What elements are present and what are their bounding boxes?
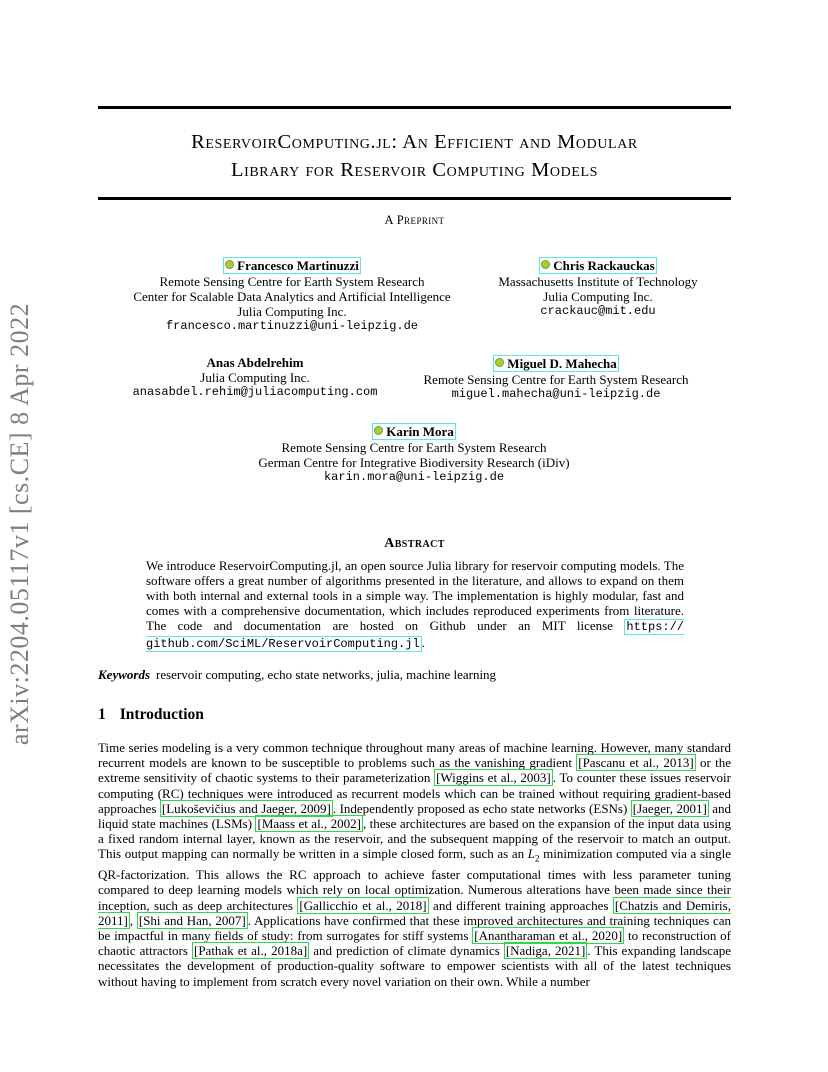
- author-block-abdelrehim: [118, 355, 392, 400]
- author-email[interactable]: anasabdel.rehim@juliacomputing.com: [132, 385, 378, 399]
- citation-link[interactable]: [Anantharaman et al., 2020]: [474, 928, 623, 944]
- abstract-heading: Abstract: [384, 536, 445, 551]
- author-affiliation: Julia Computing Inc.: [237, 304, 347, 319]
- author-affiliation: Massachusetts Institute of Technology: [498, 274, 698, 289]
- citation-link[interactable]: [Lukoševičius and Jaeger, 2009]: [161, 800, 331, 816]
- section-number: 1: [98, 706, 106, 723]
- author-block-martinuzzi: [112, 257, 472, 334]
- author-name: Miguel D. Mahecha: [507, 356, 617, 371]
- author-name: Chris Rackauckas: [553, 258, 655, 273]
- citation-link[interactable]: [Nadiga, 2021]: [505, 943, 586, 959]
- title-rule-bottom: [98, 197, 731, 200]
- github-link[interactable]: https:// github.com/SciML/ReservoirComputing.jl: [146, 620, 684, 651]
- math-l2: L: [527, 846, 535, 862]
- author-affiliation: Remote Sensing Centre for Earth System Research: [159, 274, 425, 289]
- citation-link[interactable]: [Gallicchio et al., 2018]: [299, 897, 427, 913]
- paragraph: Time series modeling is a very common technique throughout many areas of machine learning. However, many standard recurrent models are known to be susceptible to problems such as the vanishing gradient [Pascanu et al., 2013] or the extreme sensitivity of chaotic systems to their parameterization [Wiggins et al., 2003] . To counter these issues reservoir computing (RC) techniques were introduced as recurrent models which can be trained without requiring gradient-based approaches [Lukoševičius and Jaeger, 2009] . Independently proposed as echo state networks (ESNs) [Jaeger, 2001] and liquid state machines (LSMs) [Maass et al., 2002] , these architectures are based on the expansion of the input data using a fixed random internal layer, known as the reservoir, and the subsequent mapping of the reservoir to match an output. This output mapping can normally be written in a simple closed form, such as an $L_2$ minimization computed via a single QR-factorization. This allows the RC approach to achieve faster computational times with less parameter tuning compared to deep learning models which rely on local optimization. Numerous alterations have been made since their inception, such as deep architectures [Gallicchio et al., 2018] and different training approaches [Chatzis and Demiris, 2011] , [Shi and Han, 2007] . Applications have confirmed that these improved architectures and training techniques can be impactful in many fields of study: from surrogates for stiff systems [Anantharaman et al., 2020] to reconstruction of chaotic attractors [Pathak et al., 2018a] and prediction of climate dynamics [Nadiga, 2021] . This expanding landscape necessitates the development of production-quality software to empower scientists with all of the latest techniques without having to implement from scratch every novel variation on their own. While a number: [98, 740, 732, 989]
- introduction-text: [98, 740, 731, 989]
- author-email[interactable]: crackauc@mit.edu: [540, 304, 656, 318]
- citation-link[interactable]: [Shi and Han, 2007]: [138, 912, 246, 928]
- title-rule-top: [98, 106, 731, 109]
- keywords-list: reservoir computing, echo state networks, julia, machine learning: [156, 667, 497, 682]
- preprint-label: A Preprint: [384, 213, 445, 227]
- author-affiliation: Remote Sensing Centre for Earth System Research: [423, 372, 689, 387]
- author-block-mahecha: [406, 355, 706, 402]
- arxiv-watermark: [2, 294, 38, 754]
- author-email[interactable]: francesco.martinuzzi@uni-leipzig.de: [165, 319, 419, 333]
- citation-link[interactable]: [Maass et al., 2002]: [257, 816, 361, 832]
- author-link-mora[interactable]: [372, 423, 456, 440]
- author-name: Anas Abdelrehim: [206, 355, 304, 370]
- citation-link[interactable]: [Pascanu et al., 2013]: [578, 755, 694, 771]
- title-line-2: Library for Reservoir Computing Models: [230, 159, 599, 181]
- author-email[interactable]: miguel.mahecha@uni-leipzig.de: [451, 387, 661, 401]
- author-block-rackauckas: [478, 257, 718, 319]
- author-block-mora: [214, 423, 614, 485]
- orcid-icon[interactable]: [374, 426, 383, 435]
- citation-link[interactable]: [Chatzis and Demiris, 2011]: [98, 897, 731, 928]
- author-email[interactable]: karin.mora@uni-leipzig.de: [323, 470, 505, 484]
- author-affiliation: Center for Scalable Data Analytics and Artificial Intelligence: [133, 289, 451, 304]
- author-link-rackauckas[interactable]: [539, 257, 657, 274]
- author-name: Karin Mora: [386, 424, 454, 439]
- arxiv-id[interactable]: arXiv:2204.05117v1 [cs.CE] 8 Apr 2022: [5, 302, 34, 746]
- author-affiliation: German Centre for Integrative Biodiversity Research (iDiv): [258, 455, 570, 470]
- author-affiliation: Julia Computing Inc.: [200, 370, 310, 385]
- abstract-body: [146, 558, 684, 652]
- orcid-icon[interactable]: [541, 260, 550, 269]
- math-subscript: 2: [534, 854, 540, 865]
- author-name: Francesco Martinuzzi: [237, 258, 359, 273]
- keywords-line: [98, 667, 731, 683]
- citation-link[interactable]: [Pathak et al., 2018a]: [193, 943, 308, 959]
- section-title: Introduction: [119, 706, 204, 723]
- paper-title: [98, 128, 731, 184]
- author-link-martinuzzi[interactable]: [223, 257, 361, 274]
- author-link-mahecha[interactable]: [493, 355, 618, 372]
- keywords-label: Keywords: [98, 667, 150, 682]
- citation-link[interactable]: [Jaeger, 2001]: [632, 800, 707, 816]
- abstract-text: We introduce ReservoirComputing.jl, an open source Julia library for reservoir computing models. The software offers a great number of algorithms presented in the literature, and allows to expand on them with both internal and external tools in a simple way. The implementation is highly modular, fast and comes with a comprehensive documentation, which includes reproduced experiments from literature. The code and documentation are hosted on Github under an MIT license: [146, 558, 684, 633]
- citation-link[interactable]: [Wiggins et al., 2003]: [436, 770, 551, 786]
- section-heading: [98, 706, 204, 724]
- title-line-1: ReservoirComputing.jl: An Efficient and Modular: [191, 131, 638, 153]
- author-affiliation: Remote Sensing Centre for Earth System Research: [281, 440, 547, 455]
- abstract-end: .: [421, 635, 425, 650]
- author-affiliation: Julia Computing Inc.: [543, 289, 653, 304]
- orcid-icon[interactable]: [495, 358, 504, 367]
- orcid-icon[interactable]: [225, 260, 234, 269]
